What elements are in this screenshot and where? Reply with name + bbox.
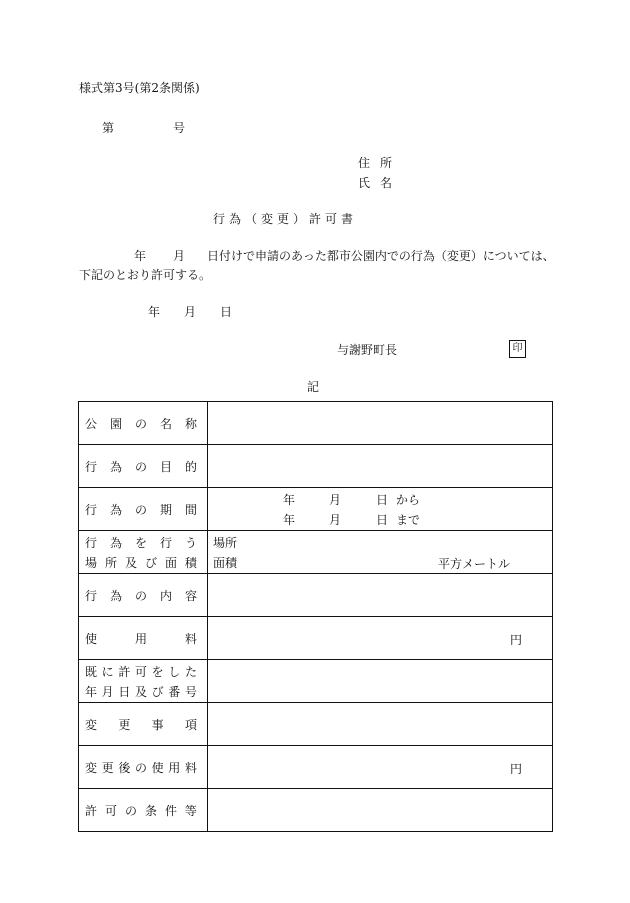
period-to: 年 月 日 まで <box>283 512 421 527</box>
body-line-1 <box>79 249 555 263</box>
row-prior <box>79 660 553 703</box>
row-fee-after <box>79 746 553 789</box>
number-prefix: 第 <box>102 121 115 135</box>
date-month: 月 <box>184 305 197 319</box>
fee-value[interactable] <box>208 617 553 660</box>
issue-date <box>148 305 232 319</box>
prior-label-1: 既 に 許 可 を し た <box>85 664 197 679</box>
park-name-label: 公 園 の 名 称 <box>85 416 197 431</box>
area-label: 面積 <box>213 555 238 570</box>
issuer: 与謝野町長 <box>337 343 398 357</box>
period-value[interactable] <box>208 488 553 531</box>
row-fee <box>79 617 553 660</box>
fee-after-label: 変 更 後 の 使 用 料 <box>85 760 197 775</box>
fee-after-unit: 円 <box>509 762 522 776</box>
fee-label: 使 用 料 <box>85 631 197 646</box>
label-cell <box>79 402 208 445</box>
prior-label-2: 年 月 日 及 び 番 号 <box>85 684 197 699</box>
row-place-area <box>79 531 553 574</box>
place-label: 場所 <box>213 535 238 550</box>
name-label: 氏名 <box>358 176 403 190</box>
body-year: 年 <box>134 249 147 263</box>
fee-after-value[interactable] <box>208 746 553 789</box>
date-day: 日 <box>220 305 233 319</box>
park-name-value[interactable] <box>208 402 553 445</box>
row-park-name <box>79 402 553 445</box>
document-title: 行為（変更）許可書 <box>213 212 358 226</box>
number-suffix: 号 <box>173 121 186 135</box>
period-label: 行 為 の 期 間 <box>85 502 197 517</box>
conditions-value[interactable] <box>208 789 553 832</box>
body-text-1: 日付けで申請のあった都市公園内での行為（変更）については、 <box>207 249 555 263</box>
period-from: 年 月 日 から <box>283 492 421 507</box>
form-number: 様式第3号(第2条関係) <box>79 81 200 95</box>
content-label: 行 為 の 内 容 <box>85 588 197 603</box>
changes-label: 変 更 事 項 <box>85 717 197 732</box>
address-label: 住所 <box>358 156 403 170</box>
body-month: 月 <box>173 249 186 263</box>
fee-unit: 円 <box>509 633 522 647</box>
content-value[interactable] <box>208 574 553 617</box>
seal-stamp: 印 <box>509 340 526 358</box>
row-changes <box>79 703 553 746</box>
row-period <box>79 488 553 531</box>
ki-heading: 記 <box>307 380 320 394</box>
purpose-label: 行 為 の 目 的 <box>85 459 197 474</box>
row-purpose <box>79 445 553 488</box>
row-conditions <box>79 789 553 832</box>
permit-table <box>78 401 553 832</box>
place-area-label-1: 行 為 を 行 う <box>85 535 197 550</box>
place-area-value[interactable] <box>208 531 553 574</box>
changes-value[interactable] <box>208 703 553 746</box>
row-content <box>79 574 553 617</box>
prior-value[interactable] <box>208 660 553 703</box>
conditions-label: 許 可 の 条 件 等 <box>85 803 197 818</box>
purpose-value[interactable] <box>208 445 553 488</box>
date-year: 年 <box>148 305 161 319</box>
area-unit: 平方メートル <box>437 557 510 571</box>
place-area-label-2: 場 所 及 び 面 積 <box>85 555 197 570</box>
body-line-2: 下記のとおり許可する。 <box>79 268 212 282</box>
